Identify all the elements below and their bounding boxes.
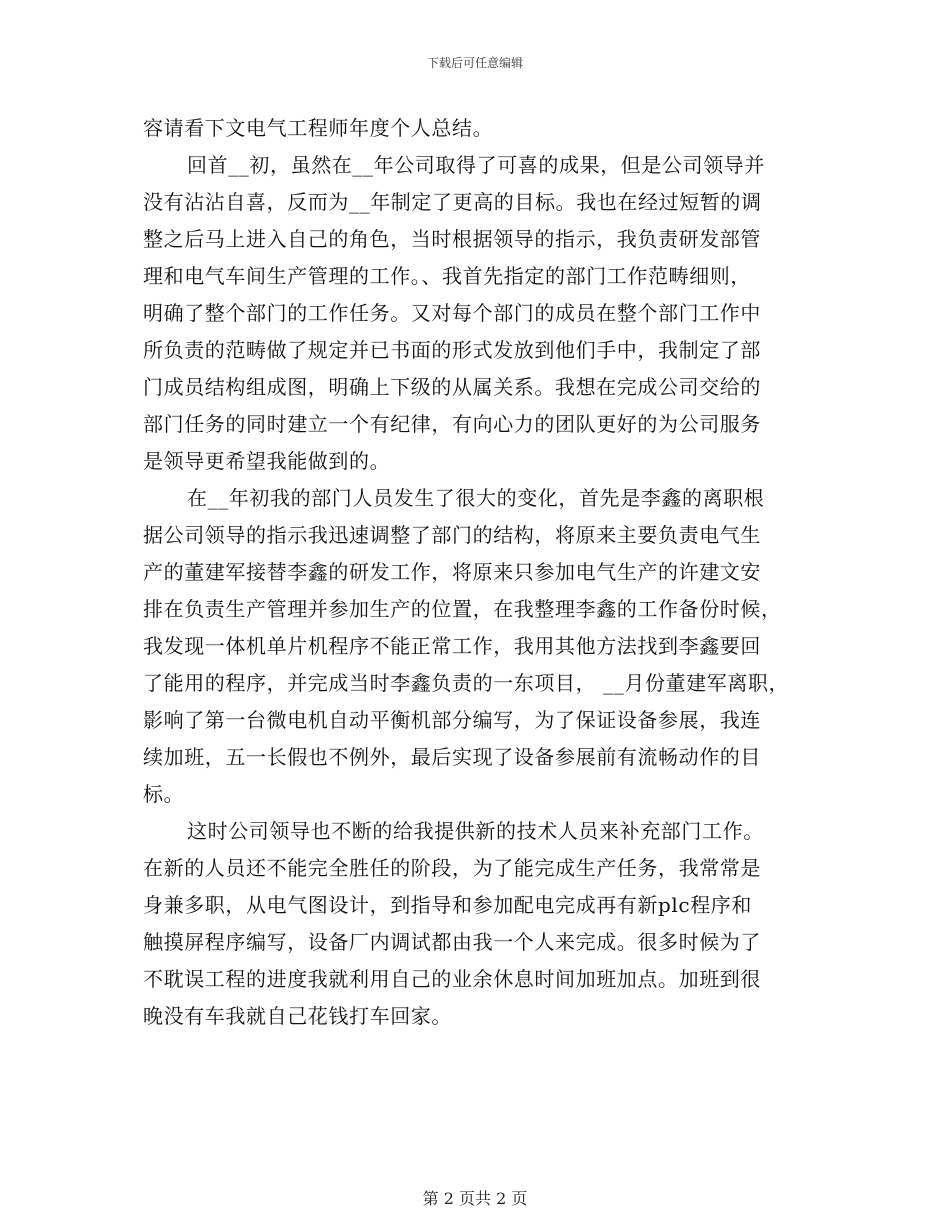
paragraph-start-line: 这时公司领导也不断的给我提供新的技术人员来补充部门工作。 (187, 819, 764, 843)
text-line: 整之后马上进入自己的角色，当时根据领导的指示，我负责研发部管 (143, 227, 761, 251)
text-line: 晚没有车我就自己花钱打车回家。 (143, 1004, 452, 1028)
text-line: 身兼多职，从电气图设计，到指导和参加配电完成再有新plc程序和 (143, 893, 752, 917)
text-line: 触摸屏程序编写，设备厂内调试都由我一个人来完成。很多时候为了 (143, 930, 761, 954)
text-line: 标。 (143, 782, 185, 806)
page-footer: 第 2 页共 2 页 (422, 1189, 528, 1208)
text-line: 产的董建军接替李鑫的研发工作，将原来只参加电气生产的许建文安 (143, 560, 761, 584)
text-line: 容请看下文电气工程师年度个人总结。 (143, 116, 494, 140)
text-line: 据公司领导的指示我迅速调整了部门的结构，将原来主要负责电气生 (143, 523, 761, 547)
text-line: 我发现一体机单片机程序不能正常工作，我用其他方法找到李鑫要回 (143, 634, 761, 658)
text-line: 影响了第一台微电机自动平衡机部分编写，为了保证设备参展，我连 (143, 708, 761, 732)
text-line: 没有沾沾自喜，反而为__年制定了更高的目标。我也在经过短暂的调 (143, 190, 762, 214)
text-line: 部门任务的同时建立一个有纪律，有向心力的团队更好的为公司服务 (143, 412, 761, 436)
text-line: 明确了整个部门的工作任务。又对每个部门的成员在整个部门工作中 (143, 301, 761, 325)
text-line: 理和电气车间生产管理的工作。、我首先指定的部门工作范畴细则， (143, 264, 751, 288)
text-line: 了能用的程序，并完成当时李鑫负责的一东项目， __月份董建军离职， (143, 671, 790, 695)
text-line: 不耽误工程的进度我就利用自己的业余休息时间加班加点。加班到很 (143, 967, 761, 991)
text-line: 排在负责生产管理并参加生产的位置，在我整理李鑫的工作备份时候， (143, 597, 782, 621)
text-line: 续加班，五一长假也不例外，最后实现了设备参展前有流畅动作的目 (143, 745, 761, 769)
page-header: 下载后可任意编辑 (426, 56, 523, 70)
text-line: 所负责的范畴做了规定并已书面的形式发放到他们手中，我制定了部 (143, 338, 761, 362)
text-line: 在新的人员还不能完全胜任的阶段，为了能完成生产任务，我常常是 (143, 856, 761, 880)
article-body (143, 110, 803, 1035)
text-line: 门成员结构组成图，明确上下级的从属关系。我想在完成公司交给的 (143, 375, 761, 399)
paragraph-start-line: 在__年初我的部门人员发生了很大的变化，首先是李鑫的离职根 (187, 486, 765, 510)
paragraph-start-line: 回首__初，虽然在__年公司取得了可喜的成果，但是公司领导并 (187, 153, 765, 177)
text-line: 是领导更希望我能做到的。 (143, 449, 391, 473)
